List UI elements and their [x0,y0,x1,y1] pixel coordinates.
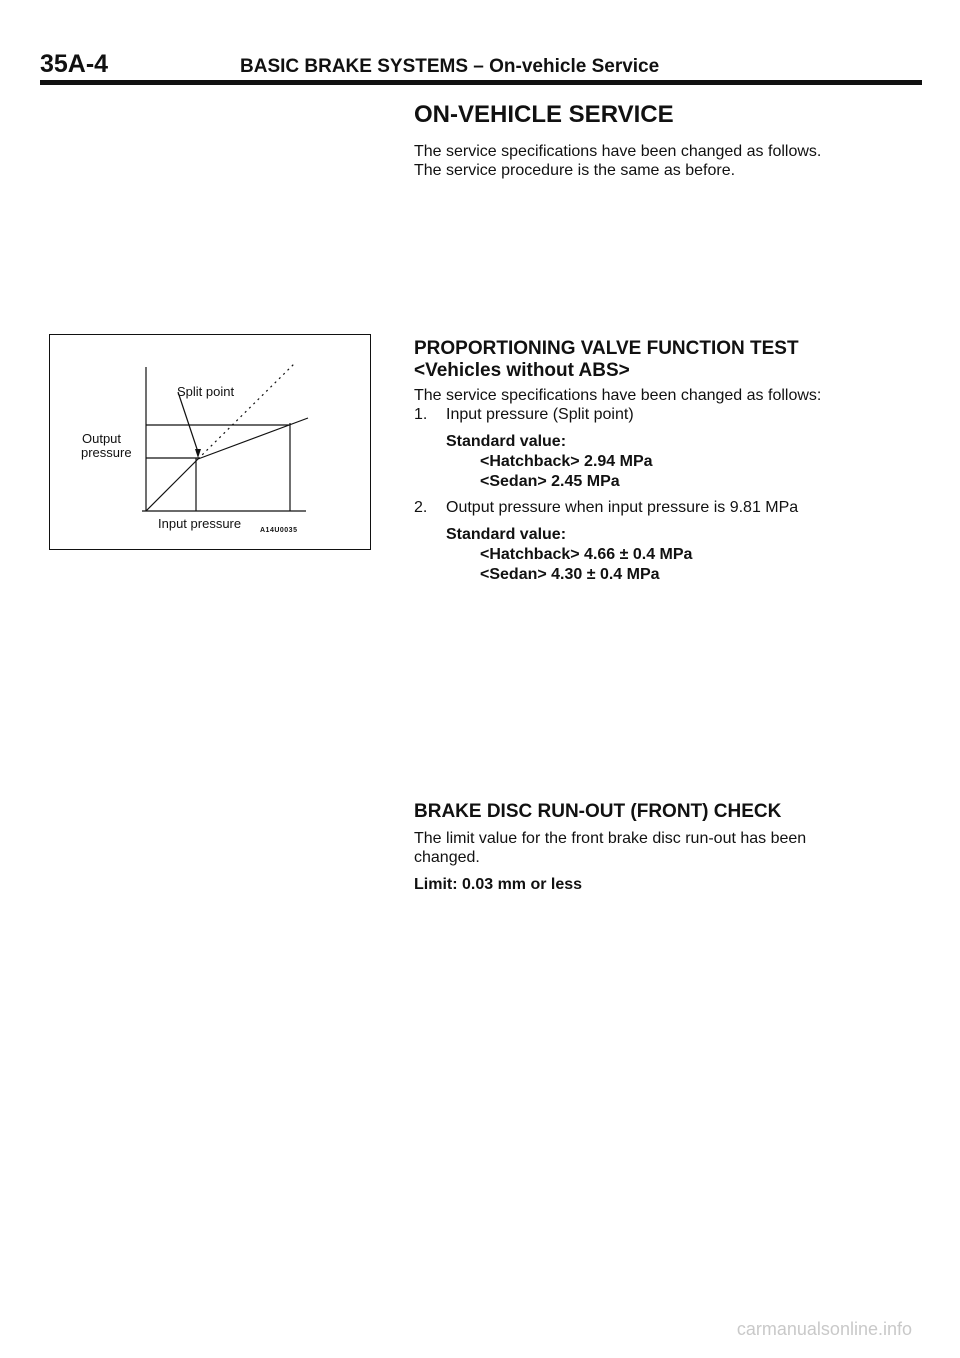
page-number: 35A-4 [40,50,109,78]
curve-first-segment [146,459,198,511]
item1-value-hatchback: <Hatchback> 2.94 MPa [480,453,653,470]
split-point-arrowhead [195,449,201,458]
y-axis-label-2: pressure [81,445,132,460]
section3-line-1: The limit value for the front brake disc run-out has been [414,830,807,847]
section3-line-2: changed. [414,849,480,866]
item1-value-sedan: <Sedan> 2.45 MPa [480,473,620,490]
item2-standard-label: Standard value: [446,526,567,543]
proportioning-valve-graph [49,334,371,550]
figure-code: A14U0035 [260,527,298,534]
item1-text: Input pressure (Split point) [446,406,634,423]
header-title: BASIC BRAKE SYSTEMS – On-vehicle Service [240,56,660,77]
item2-value-sedan: <Sedan> 4.30 ± 0.4 MPa [480,566,660,583]
item2-number: 2. [414,499,428,516]
page-header [40,50,920,82]
section-heading-on-vehicle-service: ON-VEHICLE SERVICE [414,101,674,128]
x-axis-label: Input pressure [158,516,242,531]
split-point-label: Split point [177,384,235,399]
curve-dotted-extension [198,362,296,459]
y-axis-label-1: Output [82,431,122,446]
curve-second-segment [198,418,308,459]
section-heading-brake-disc-runout: BRAKE DISC RUN-OUT (FRONT) CHECK [414,801,782,822]
section1-line-1: The service specifications have been changed as follows. [414,143,822,160]
split-point-leader [178,392,198,452]
item2-text: Output pressure when input pressure is 9.81 MPa [446,499,799,516]
section3-limit: Limit: 0.03 mm or less [414,876,583,893]
section-heading-proportioning-valve: PROPORTIONING VALVE FUNCTION TEST [414,338,799,359]
item2-value-hatchback: <Hatchback> 4.66 ± 0.4 MPa [480,546,693,563]
header-rule [40,80,922,85]
section1-line-2: The service procedure is the same as before. [414,162,736,179]
watermark: carmanualsonline.info [736,1319,912,1339]
section2-intro: The service specifications have been changed as follows: [414,387,822,404]
item1-standard-label: Standard value: [446,433,567,450]
section-subheading-without-abs: <Vehicles without ABS> [414,360,630,381]
item1-number: 1. [414,406,428,423]
